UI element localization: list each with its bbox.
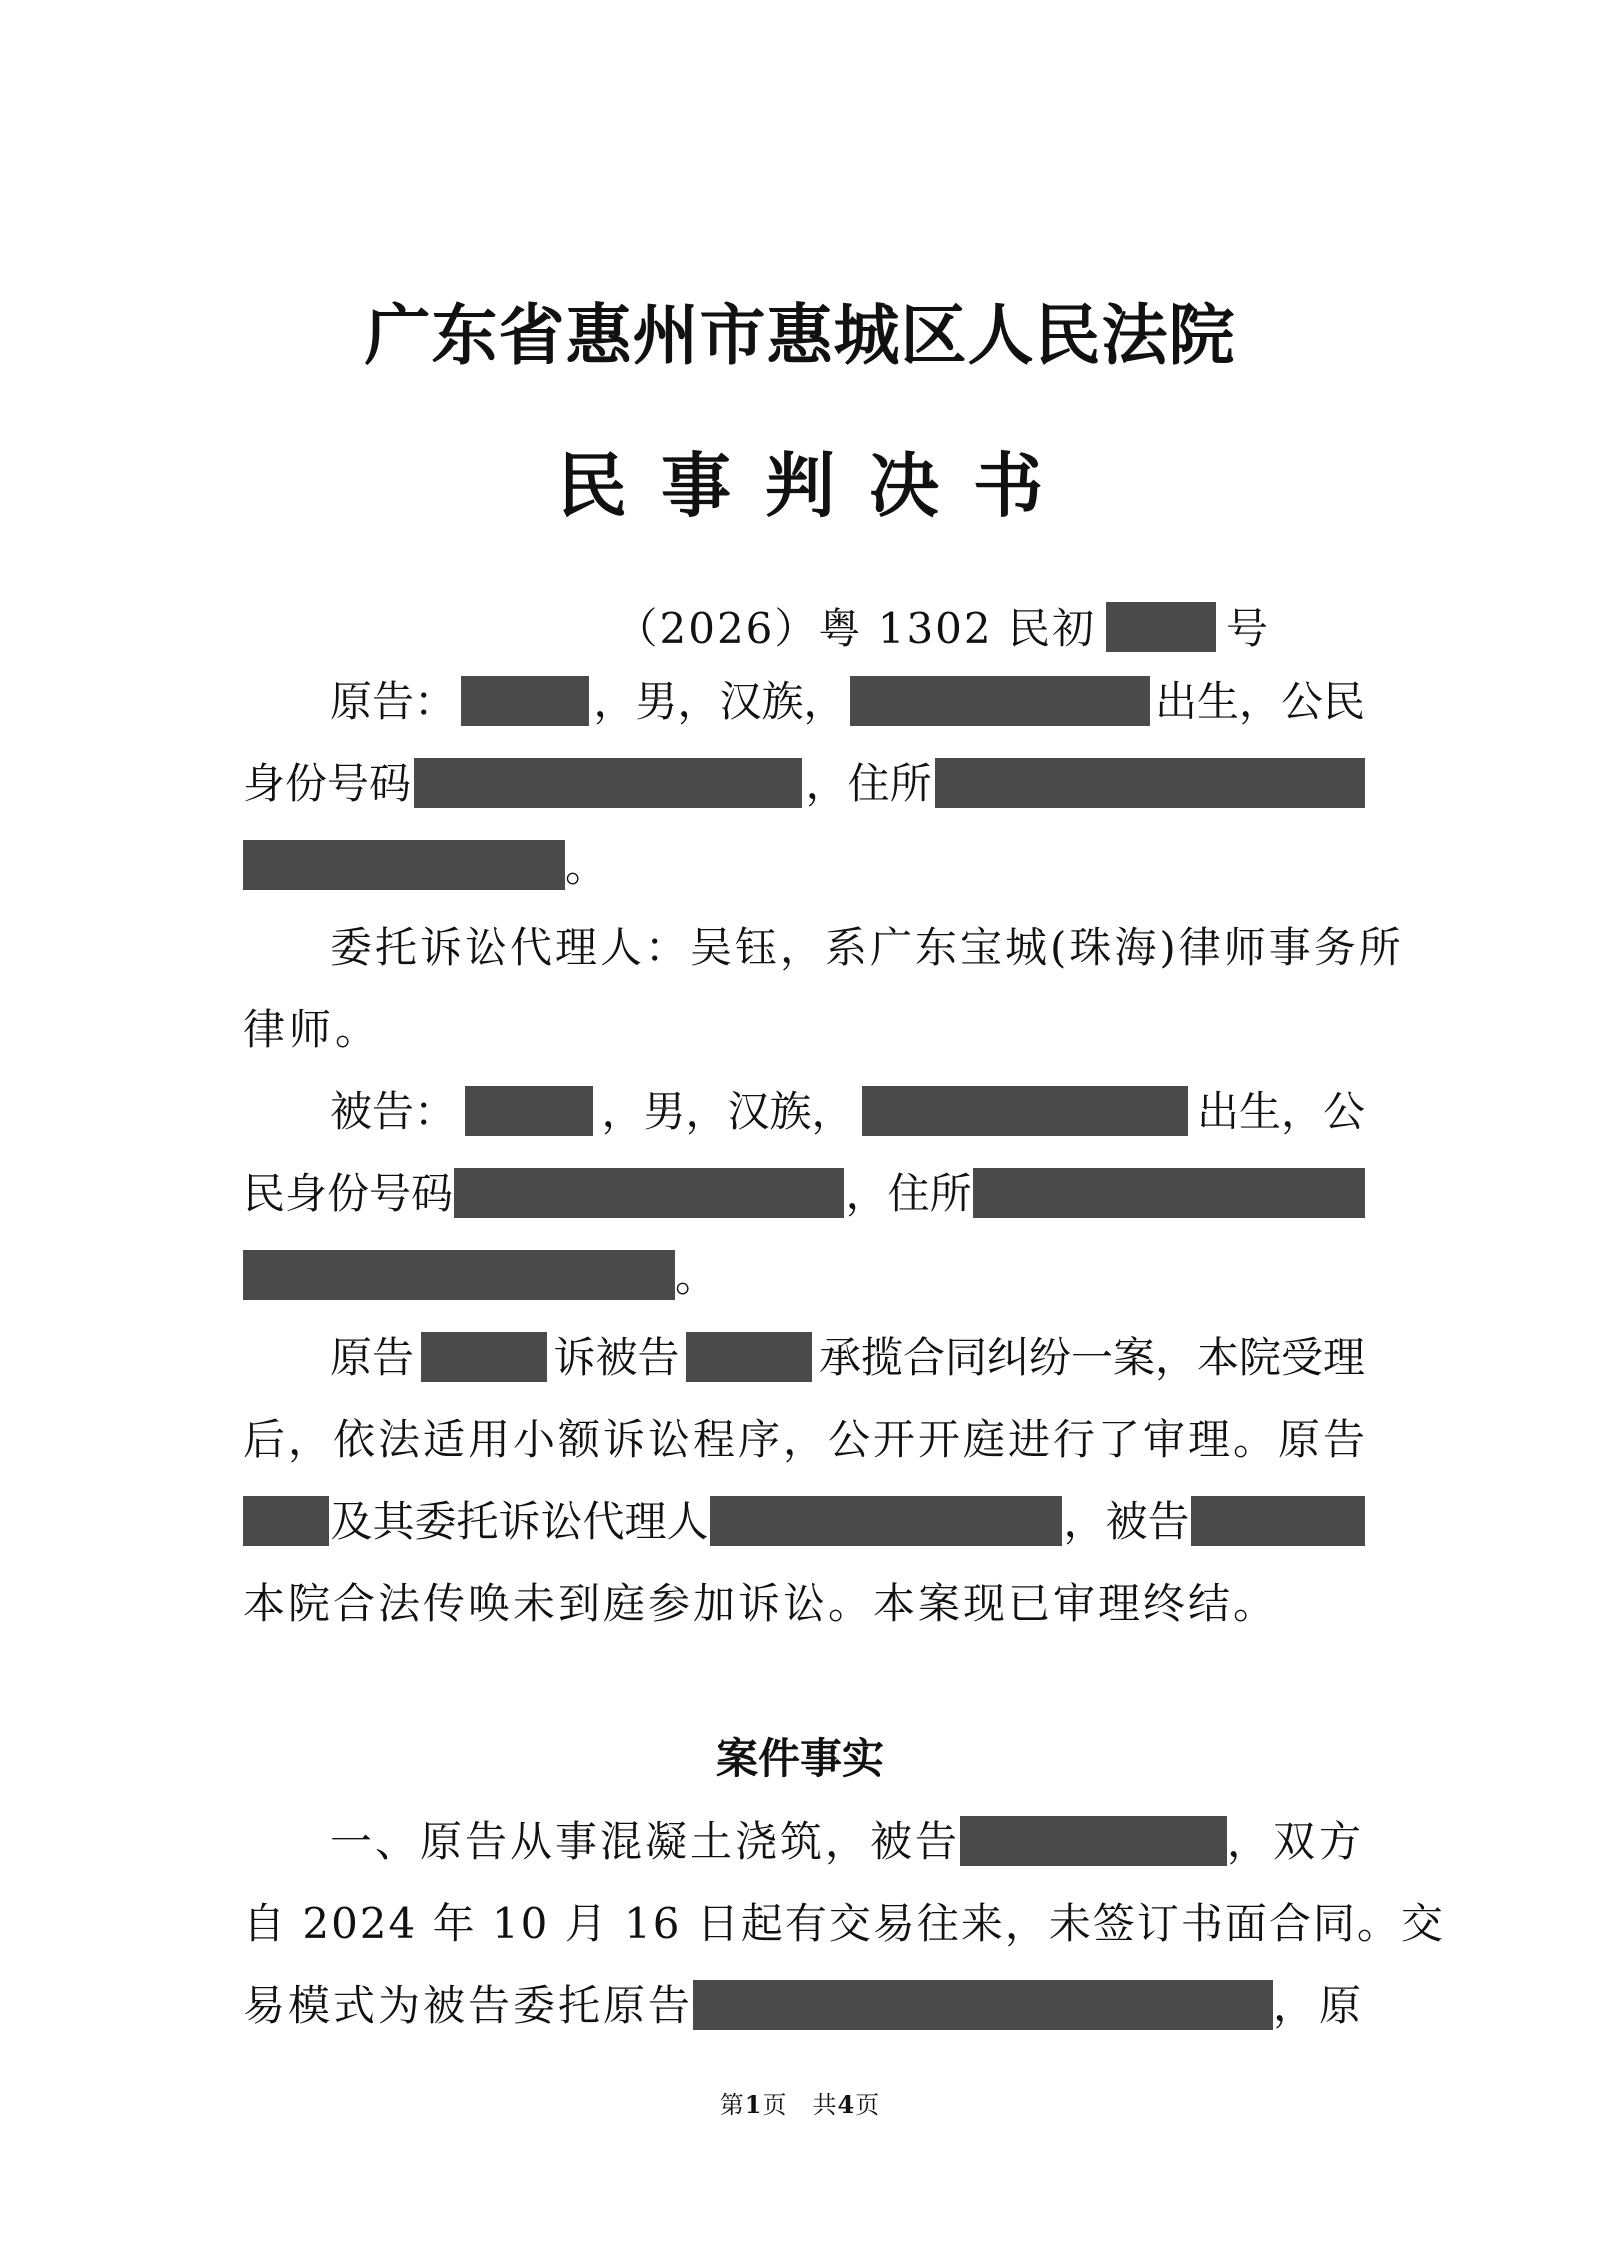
redaction-block — [693, 1980, 1273, 2030]
plaintiff-label: 原告： — [330, 677, 457, 726]
procedure-text: ，被告 — [1063, 1497, 1190, 1546]
section-heading: 案件事实 — [715, 1734, 884, 1783]
redaction-block — [243, 1496, 329, 1546]
defendant-line-1 — [330, 1086, 1365, 1138]
redaction-block — [710, 1496, 1062, 1546]
procedure-line-4: 本院合法传唤未到庭参加诉讼。本案现已审理终结。 — [243, 1579, 1279, 1628]
redaction-block — [421, 1332, 547, 1382]
plaintiff-id-label: 身份号码 — [243, 759, 412, 808]
page-footer — [0, 2085, 1600, 2120]
procedure-line-2 — [243, 1414, 1369, 1466]
page-prefix: 第 — [719, 2091, 745, 2119]
procedure-text: 及其委托诉讼代理人 — [330, 1497, 709, 1546]
defendant-address-label: ，住所 — [845, 1169, 972, 1218]
procedure-text: 后，依法适用小额诉讼程序，公开开庭进行了审理。原告 — [243, 1415, 1369, 1464]
court-name: 广东省惠州市惠城区人民法院 — [364, 297, 1236, 374]
redaction-block — [243, 840, 565, 890]
agent-line-2: 律师。 — [243, 1005, 382, 1054]
procedure-text: 承揽合同纠纷一案，本院受理 — [818, 1333, 1365, 1382]
agent-line-1: 委托诉讼代理人：吴钰，系广东宝城(珠海)律师事务所 — [330, 923, 1404, 972]
procedure-line-1 — [330, 1332, 1365, 1384]
redaction-block — [454, 1168, 844, 1218]
facts-text: ，双方 — [1226, 1817, 1365, 1866]
plaintiff-line-2 — [243, 758, 1365, 810]
redaction-block — [1191, 1496, 1365, 1546]
redaction-block — [935, 758, 1365, 808]
facts-line-3 — [243, 1980, 1365, 2032]
defendant-id-label: 民身份号码 — [243, 1169, 454, 1218]
redaction-block — [465, 1086, 593, 1136]
facts-text: 易模式为被告委托原告 — [243, 1981, 694, 2030]
defendant-line-3 — [243, 1250, 1365, 1302]
redaction-block — [243, 1250, 675, 1300]
case-number-suffix: 号 — [1225, 604, 1270, 653]
page-total: 4 — [837, 2090, 856, 2119]
plaintiff-born: 出生，公民 — [1154, 677, 1365, 726]
redaction-block — [686, 1332, 812, 1382]
redaction-block — [1106, 602, 1216, 652]
facts-line-2: 自 2024 年 10 月 16 日起有交易往来，未签订书面合同。交 — [243, 1899, 1445, 1948]
defendant-label: 被告： — [330, 1087, 457, 1136]
end-mark: 。 — [675, 1252, 722, 1301]
page-mid: 页 共 — [762, 2091, 838, 2119]
redaction-block — [973, 1168, 1365, 1218]
redaction-block — [414, 758, 802, 808]
page-current: 1 — [744, 2090, 763, 2119]
procedure-line-3 — [243, 1496, 1365, 1548]
plaintiff-address-label: ，住所 — [805, 759, 932, 808]
facts-text: ，原 — [1272, 1981, 1365, 2030]
redaction-block — [850, 676, 1150, 726]
redaction-block — [461, 676, 589, 726]
procedure-text: 诉被告 — [553, 1333, 680, 1382]
case-number — [616, 596, 1271, 656]
plaintiff-info: ，男，汉族， — [593, 677, 846, 726]
defendant-line-2 — [243, 1168, 1365, 1220]
defendant-born: 出生，公 — [1196, 1087, 1365, 1136]
facts-text: 一、原告从事混凝土浇筑，被告 — [330, 1817, 961, 1866]
plaintiff-line-3 — [243, 840, 1365, 892]
case-number-prefix: （2026）粤 1302 民初 — [615, 604, 1096, 653]
defendant-info: ，男，汉族， — [601, 1087, 854, 1136]
end-mark: 。 — [565, 842, 612, 891]
redaction-block — [960, 1816, 1227, 1866]
procedure-text: 原告 — [330, 1333, 415, 1382]
facts-line-1 — [330, 1816, 1365, 1868]
plaintiff-line-1 — [330, 676, 1365, 728]
page-suffix: 页 — [855, 2091, 881, 2119]
document-type-title: 民事判决书 — [557, 445, 1077, 527]
redaction-block — [862, 1086, 1188, 1136]
